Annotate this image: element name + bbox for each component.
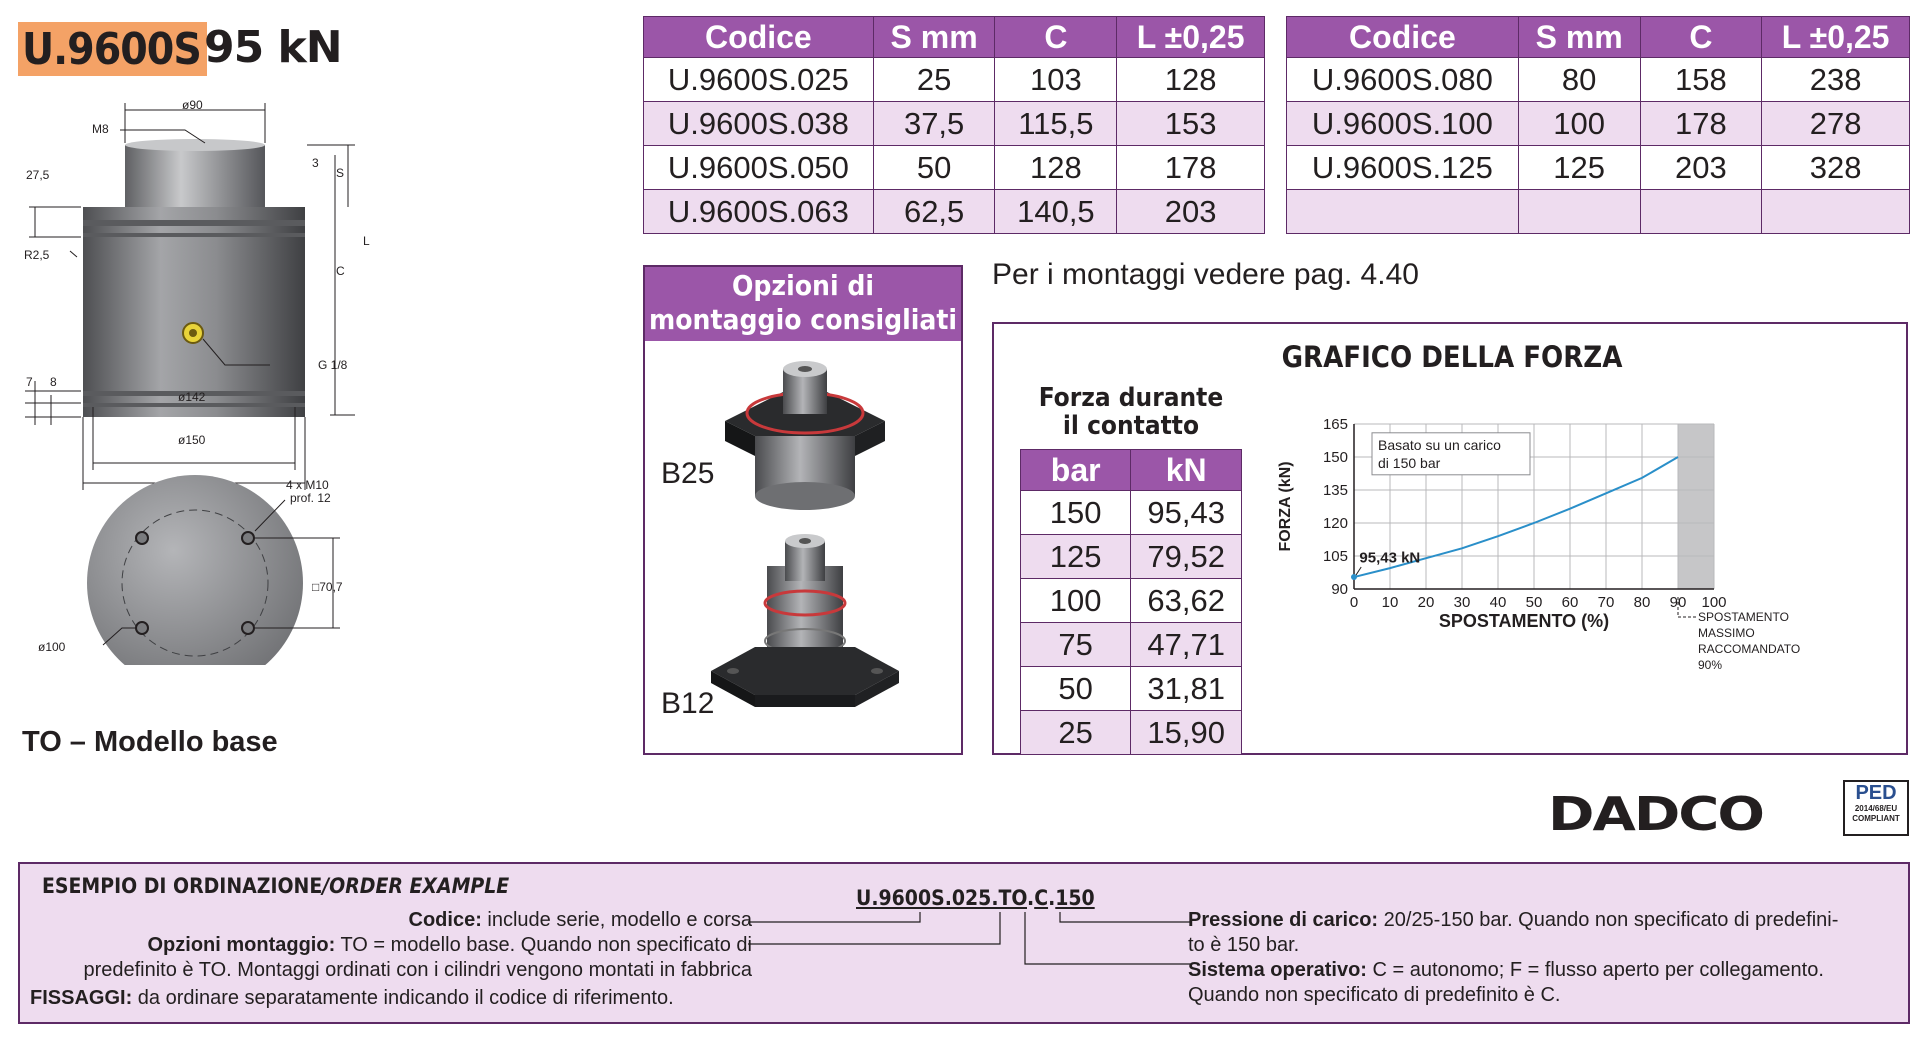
y-tick-label: 105 (1322, 548, 1348, 565)
cell-kn: 15,90 (1131, 711, 1242, 755)
x-tick-label: 50 (1525, 594, 1543, 611)
dim-l: L (363, 234, 370, 248)
cell-bar: 100 (1021, 579, 1131, 623)
sistema-label: Sistema operativo: (1188, 959, 1367, 981)
see-page-note: Per i montaggi vedere pag. 4.40 (992, 258, 1419, 291)
x-tick-label: 40 (1489, 594, 1507, 611)
code-series: U.9600S.025. (856, 886, 999, 910)
cell-c: 203 (1640, 146, 1762, 190)
cell-s: 100 (1518, 102, 1640, 146)
product-force: 95 kN (204, 22, 342, 73)
opzioni-label: Opzioni montaggio: (147, 934, 336, 956)
ped-line1: 2014/68/EU (1854, 804, 1898, 813)
y-tick-label: 120 (1322, 515, 1348, 532)
cell-s: 37,5 (873, 102, 995, 146)
cell-s: 50 (873, 146, 995, 190)
ped-badge (1843, 780, 1909, 836)
col-header-codice: Codice (1287, 17, 1519, 58)
cell-code: U.9600S.080 (1287, 58, 1519, 102)
ped-line2: COMPLIANT (1852, 814, 1900, 823)
dim-27-5: 27,5 (26, 168, 50, 182)
cell-c: 158 (1640, 58, 1762, 102)
table-row (1021, 711, 1242, 755)
mounting-options-title (645, 267, 961, 341)
side-note-line: RACCOMANDATO (1698, 642, 1801, 656)
cell-code: U.9600S.038 (644, 102, 874, 146)
force-table-title (1018, 384, 1244, 440)
dim-d90: ø90 (182, 98, 203, 112)
table-row (1287, 58, 1910, 102)
dim-3: 3 (312, 156, 319, 170)
cell-code: U.9600S.100 (1287, 102, 1519, 146)
dim-c: C (336, 264, 345, 278)
spec-table-right (1286, 16, 1910, 234)
y-tick-label: 90 (1331, 581, 1348, 598)
product-code: U.9600S (18, 22, 207, 76)
col-header-s: S mm (1518, 17, 1640, 58)
dadco-logo: DADCO (1548, 788, 1764, 842)
dim-s: S (336, 166, 345, 180)
y-tick-label: 135 (1322, 482, 1348, 499)
code-mounting: TO (998, 886, 1027, 910)
x-tick-label: 100 (1701, 594, 1727, 611)
mounting-title-line1: Opzioni di (731, 269, 875, 302)
cell-code (1287, 190, 1519, 234)
table-row (644, 190, 1265, 234)
col-header-c: C (995, 17, 1117, 58)
technical-drawing (15, 85, 355, 665)
b25-flange-image (725, 361, 885, 510)
dim-r2-5: R2,5 (24, 248, 50, 262)
table-row (1021, 491, 1242, 535)
col-header-s: S mm (873, 17, 995, 58)
cell-c: 115,5 (995, 102, 1117, 146)
cell-code: U.9600S.125 (1287, 146, 1519, 190)
pressione-label: Pressione di carico: (1188, 909, 1379, 931)
x-tick-label: 80 (1633, 594, 1651, 611)
cell-l: 203 (1117, 190, 1265, 234)
fissaggi-text: da ordinare separatamente indicando il codice di riferimento. (132, 987, 674, 1009)
opzioni-text1: TO = modello base. Quando non specificato di (335, 934, 752, 956)
dim-d100: ø100 (38, 640, 66, 654)
spec-table-left (643, 16, 1265, 234)
order-sistema-line (1188, 958, 1824, 983)
fissaggi-label: FISSAGGI: (30, 987, 133, 1009)
drawing-caption: TO – Modello base (22, 726, 278, 758)
side-view (25, 103, 355, 490)
col-header-kn: kN (1131, 450, 1242, 491)
code-dot: . (1048, 886, 1056, 910)
order-heading-it: ESEMPIO DI ORDINAZIONE (42, 874, 323, 898)
x-tick-label: 0 (1349, 594, 1359, 611)
mounting-options-box (643, 265, 963, 755)
cell-s: 62,5 (873, 190, 995, 234)
cell-code: U.9600S.025 (644, 58, 874, 102)
mounting-title-line2: montaggio consigliati (648, 303, 958, 336)
table-row (1287, 190, 1910, 234)
table-row (1021, 667, 1242, 711)
y-tick-label: 150 (1322, 449, 1348, 466)
dim-7: 7 (26, 375, 33, 389)
cell-l: 128 (1117, 58, 1265, 102)
x-tick-label: 10 (1381, 594, 1399, 611)
table-row (644, 102, 1265, 146)
cell-s (1518, 190, 1640, 234)
dim-m10: 4 x M10 (286, 478, 329, 492)
order-pressione-line (1188, 908, 1838, 933)
code-dot: . (1027, 886, 1035, 910)
dim-d142: ø142 (178, 390, 206, 404)
order-heading-en: /ORDER EXAMPLE (322, 874, 510, 898)
cell-code: U.9600S.050 (644, 146, 874, 190)
cell-code: U.9600S.063 (644, 190, 874, 234)
x-tick-label: 70 (1597, 594, 1615, 611)
y-axis-label: FORZA (kN) (1277, 461, 1294, 552)
x-tick-label: 90 (1669, 594, 1687, 611)
dim-prof12: prof. 12 (290, 491, 331, 505)
dim-sq70: □70,7 (312, 580, 343, 594)
cell-l: 238 (1762, 58, 1910, 102)
order-sistema-line2: Quando non specificato di predefinito è C. (1188, 984, 1561, 1006)
cell-s: 80 (1518, 58, 1640, 102)
x-tick-label: 20 (1417, 594, 1435, 611)
cell-bar: 125 (1021, 535, 1131, 579)
table-row (644, 58, 1265, 102)
note-line2: di 150 bar (1378, 454, 1441, 471)
x-tick-label: 60 (1561, 594, 1579, 611)
force-chart-title: GRAFICO DELLA FORZA (1281, 340, 1623, 374)
cell-bar: 50 (1021, 667, 1131, 711)
order-fissaggi-line (30, 986, 674, 1011)
force-table-title-line1: Forza durante (1038, 383, 1224, 413)
cell-bar: 150 (1021, 491, 1131, 535)
cell-kn: 79,52 (1131, 535, 1242, 579)
side-note-line: 90% (1698, 658, 1723, 672)
cell-bar: 25 (1021, 711, 1131, 755)
cell-bar: 75 (1021, 623, 1131, 667)
y-tick-label: 165 (1322, 416, 1348, 433)
x-tick-label: 30 (1453, 594, 1471, 611)
cell-l: 153 (1117, 102, 1265, 146)
codice-text: include serie, modello e corsa (481, 909, 752, 931)
code-pressure: 150 (1055, 886, 1095, 910)
dim-d150: ø150 (178, 433, 206, 447)
order-opzioni-line (30, 933, 752, 958)
table-row (1021, 579, 1242, 623)
b12-flange-image (711, 534, 899, 707)
cell-kn: 31,81 (1131, 667, 1242, 711)
table-row (644, 146, 1265, 190)
side-note-line: MASSIMO (1698, 626, 1755, 640)
dim-g18: G 1/8 (318, 358, 348, 372)
table-row (1021, 535, 1242, 579)
max-stroke-region (1678, 424, 1714, 589)
sistema-text1: C = autonomo; F = flusso aperto per collegamento. (1366, 959, 1824, 981)
order-pressione-line2: to è 150 bar. (1188, 934, 1300, 956)
codice-label: Codice: (408, 909, 482, 931)
cell-l: 178 (1117, 146, 1265, 190)
dim-m8: M8 (92, 122, 109, 136)
cell-c: 103 (995, 58, 1117, 102)
force-table-title-line2: il contatto (1062, 411, 1200, 441)
ped-title: PED (1855, 782, 1897, 804)
option-b12-label: B12 (661, 687, 715, 720)
cell-kn: 47,71 (1131, 623, 1242, 667)
order-codice-line (30, 908, 752, 933)
side-note-line: SPOSTAMENTO (1698, 610, 1789, 624)
force-chart-panel (992, 322, 1908, 755)
force-chart (1264, 414, 1904, 754)
cell-s: 25 (873, 58, 995, 102)
col-header-l: L ±0,25 (1117, 17, 1265, 58)
order-opzioni-line2: predefinito è TO. Montaggi ordinati con i cilindri vengono montati in fabbrica (83, 959, 752, 981)
x-axis-label: SPOSTAMENTO (%) (1438, 611, 1610, 631)
col-header-codice: Codice (644, 17, 874, 58)
start-point-leader (1356, 567, 1361, 575)
pressione-text1: 20/25-150 bar. Quando non specificato di predefini- (1378, 909, 1839, 931)
cell-l (1762, 190, 1910, 234)
cell-l: 278 (1762, 102, 1910, 146)
force-table (1020, 449, 1242, 755)
dim-8: 8 (50, 375, 57, 389)
cell-s: 125 (1518, 146, 1640, 190)
table-row (1287, 102, 1910, 146)
cell-c: 128 (995, 146, 1117, 190)
cell-c: 140,5 (995, 190, 1117, 234)
col-header-c: C (1640, 17, 1762, 58)
cell-kn: 95,43 (1131, 491, 1242, 535)
start-point-label: 95,43 kN (1359, 549, 1421, 567)
note-line1: Basato su un carico (1378, 436, 1501, 453)
cell-kn: 63,62 (1131, 579, 1242, 623)
table-row (1021, 623, 1242, 667)
cell-l: 328 (1762, 146, 1910, 190)
cell-c (1640, 190, 1762, 234)
col-header-l: L ±0,25 (1762, 17, 1910, 58)
option-b25-label: B25 (661, 457, 715, 490)
order-example-box (18, 862, 1910, 1024)
cell-c: 178 (1640, 102, 1762, 146)
table-row (1287, 146, 1910, 190)
col-header-bar: bar (1021, 450, 1131, 491)
code-system: C (1034, 886, 1049, 910)
